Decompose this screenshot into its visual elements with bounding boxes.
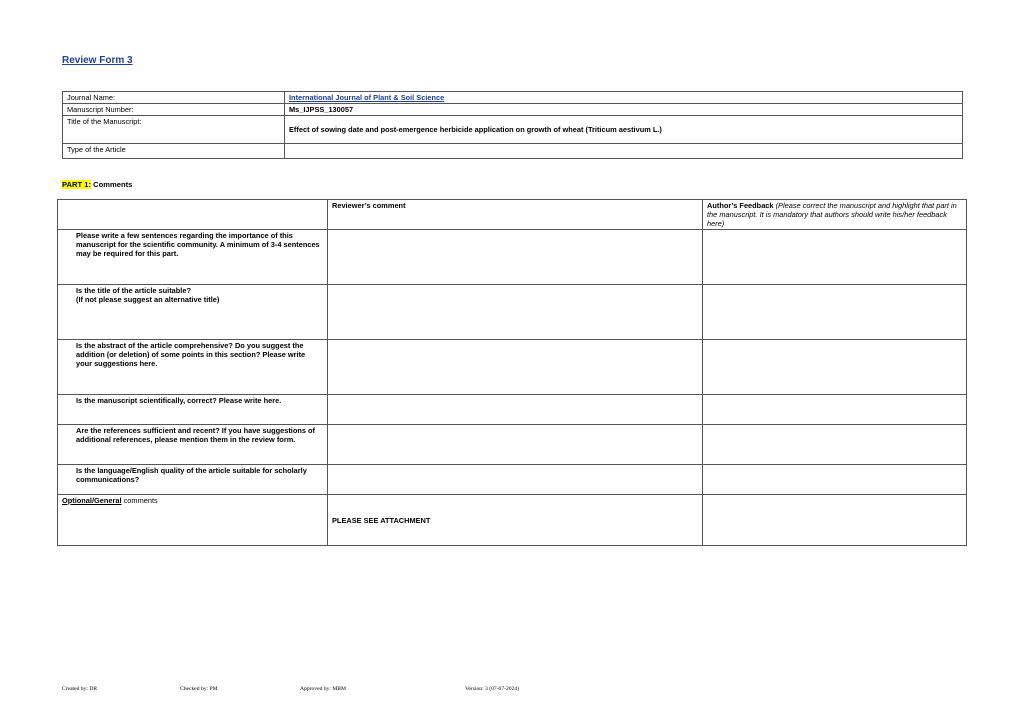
manuscript-info-table bbox=[62, 91, 963, 159]
manuscript-number-value: Ms_IJPSS_130057 bbox=[285, 104, 963, 116]
corner-cell bbox=[58, 200, 328, 230]
question-title: Is the title of the article suitable? (If not please suggest an alternative title) bbox=[58, 285, 328, 340]
reviewer-comment-cell[interactable] bbox=[328, 395, 703, 425]
optional-general-label: Optional/General bbox=[62, 496, 122, 505]
reviewer-comment-cell[interactable] bbox=[328, 465, 703, 495]
author-feedback-cell[interactable] bbox=[703, 425, 967, 465]
footer-approved-by: Approved by: MBM bbox=[300, 686, 346, 692]
author-feedback-header bbox=[703, 200, 967, 230]
part1-heading bbox=[62, 180, 132, 189]
optional-comments-label bbox=[58, 495, 328, 546]
question-abstract: Is the abstract of the article comprehensive? Do you suggest the addition (or deletion) of some points in this section? Please write your suggestions here. bbox=[58, 340, 328, 395]
manuscript-title-label: Title of the Manuscript: bbox=[63, 116, 285, 144]
author-feedback-cell[interactable] bbox=[703, 230, 967, 285]
part1-prefix: PART 1: bbox=[62, 180, 91, 189]
footer-created-by: Created by: DR bbox=[62, 686, 98, 692]
author-feedback-title: Author’s Feedback bbox=[707, 201, 774, 210]
article-type-label: Type of the Article bbox=[63, 144, 285, 159]
comments-table bbox=[57, 199, 967, 546]
article-type-value[interactable] bbox=[285, 144, 963, 159]
author-feedback-cell[interactable] bbox=[703, 465, 967, 495]
journal-value[interactable] bbox=[285, 92, 963, 104]
question-language: Is the language/English quality of the article suitable for scholarly communications? bbox=[58, 465, 328, 495]
reviewer-comment-cell[interactable] bbox=[328, 425, 703, 465]
author-feedback-cell[interactable] bbox=[703, 395, 967, 425]
manuscript-title-value: Effect of sowing date and post-emergence herbicide application on growth of wheat (Triticum aestivum L.) bbox=[285, 116, 963, 144]
author-feedback-cell[interactable] bbox=[703, 340, 967, 395]
optional-reviewer-comment[interactable]: PLEASE SEE ATTACHMENT bbox=[328, 495, 703, 546]
reviewer-comment-cell[interactable] bbox=[328, 285, 703, 340]
question-references: Are the references sufficient and recent? If you have suggestions of additional references, please mention them in the review form. bbox=[58, 425, 328, 465]
form-title: Review Form 3 bbox=[62, 55, 133, 66]
footer-version: Version: 3 (07-07-2024) bbox=[465, 686, 520, 692]
reviewer-comment-cell[interactable] bbox=[328, 340, 703, 395]
author-feedback-instructions: (Please correct the manuscript and highlight that part in the manuscript. It is mandatory that authors should write his/her feedback here) bbox=[707, 201, 957, 228]
optional-comments-suffix: comments bbox=[121, 496, 158, 505]
question-scientific: Is the manuscript scientifically, correct? Please write here. bbox=[58, 395, 328, 425]
journal-link[interactable]: International Journal of Plant & Soil Science bbox=[289, 93, 445, 102]
reviewer-comment-header: Reviewer’s comment bbox=[328, 200, 703, 230]
author-feedback-cell[interactable] bbox=[703, 285, 967, 340]
manuscript-number-label: Manuscript Number: bbox=[63, 104, 285, 116]
question-importance: Please write a few sentences regarding the importance of this manuscript for the scientific community. A minimum of 3-4 sentences may be required for this part. bbox=[58, 230, 328, 285]
part1-label: Comments bbox=[90, 180, 133, 189]
footer-checked-by: Checked by: PM bbox=[180, 686, 218, 692]
journal-label: Journal Name: bbox=[63, 92, 285, 104]
optional-author-feedback[interactable] bbox=[703, 495, 967, 546]
reviewer-comment-cell[interactable] bbox=[328, 230, 703, 285]
